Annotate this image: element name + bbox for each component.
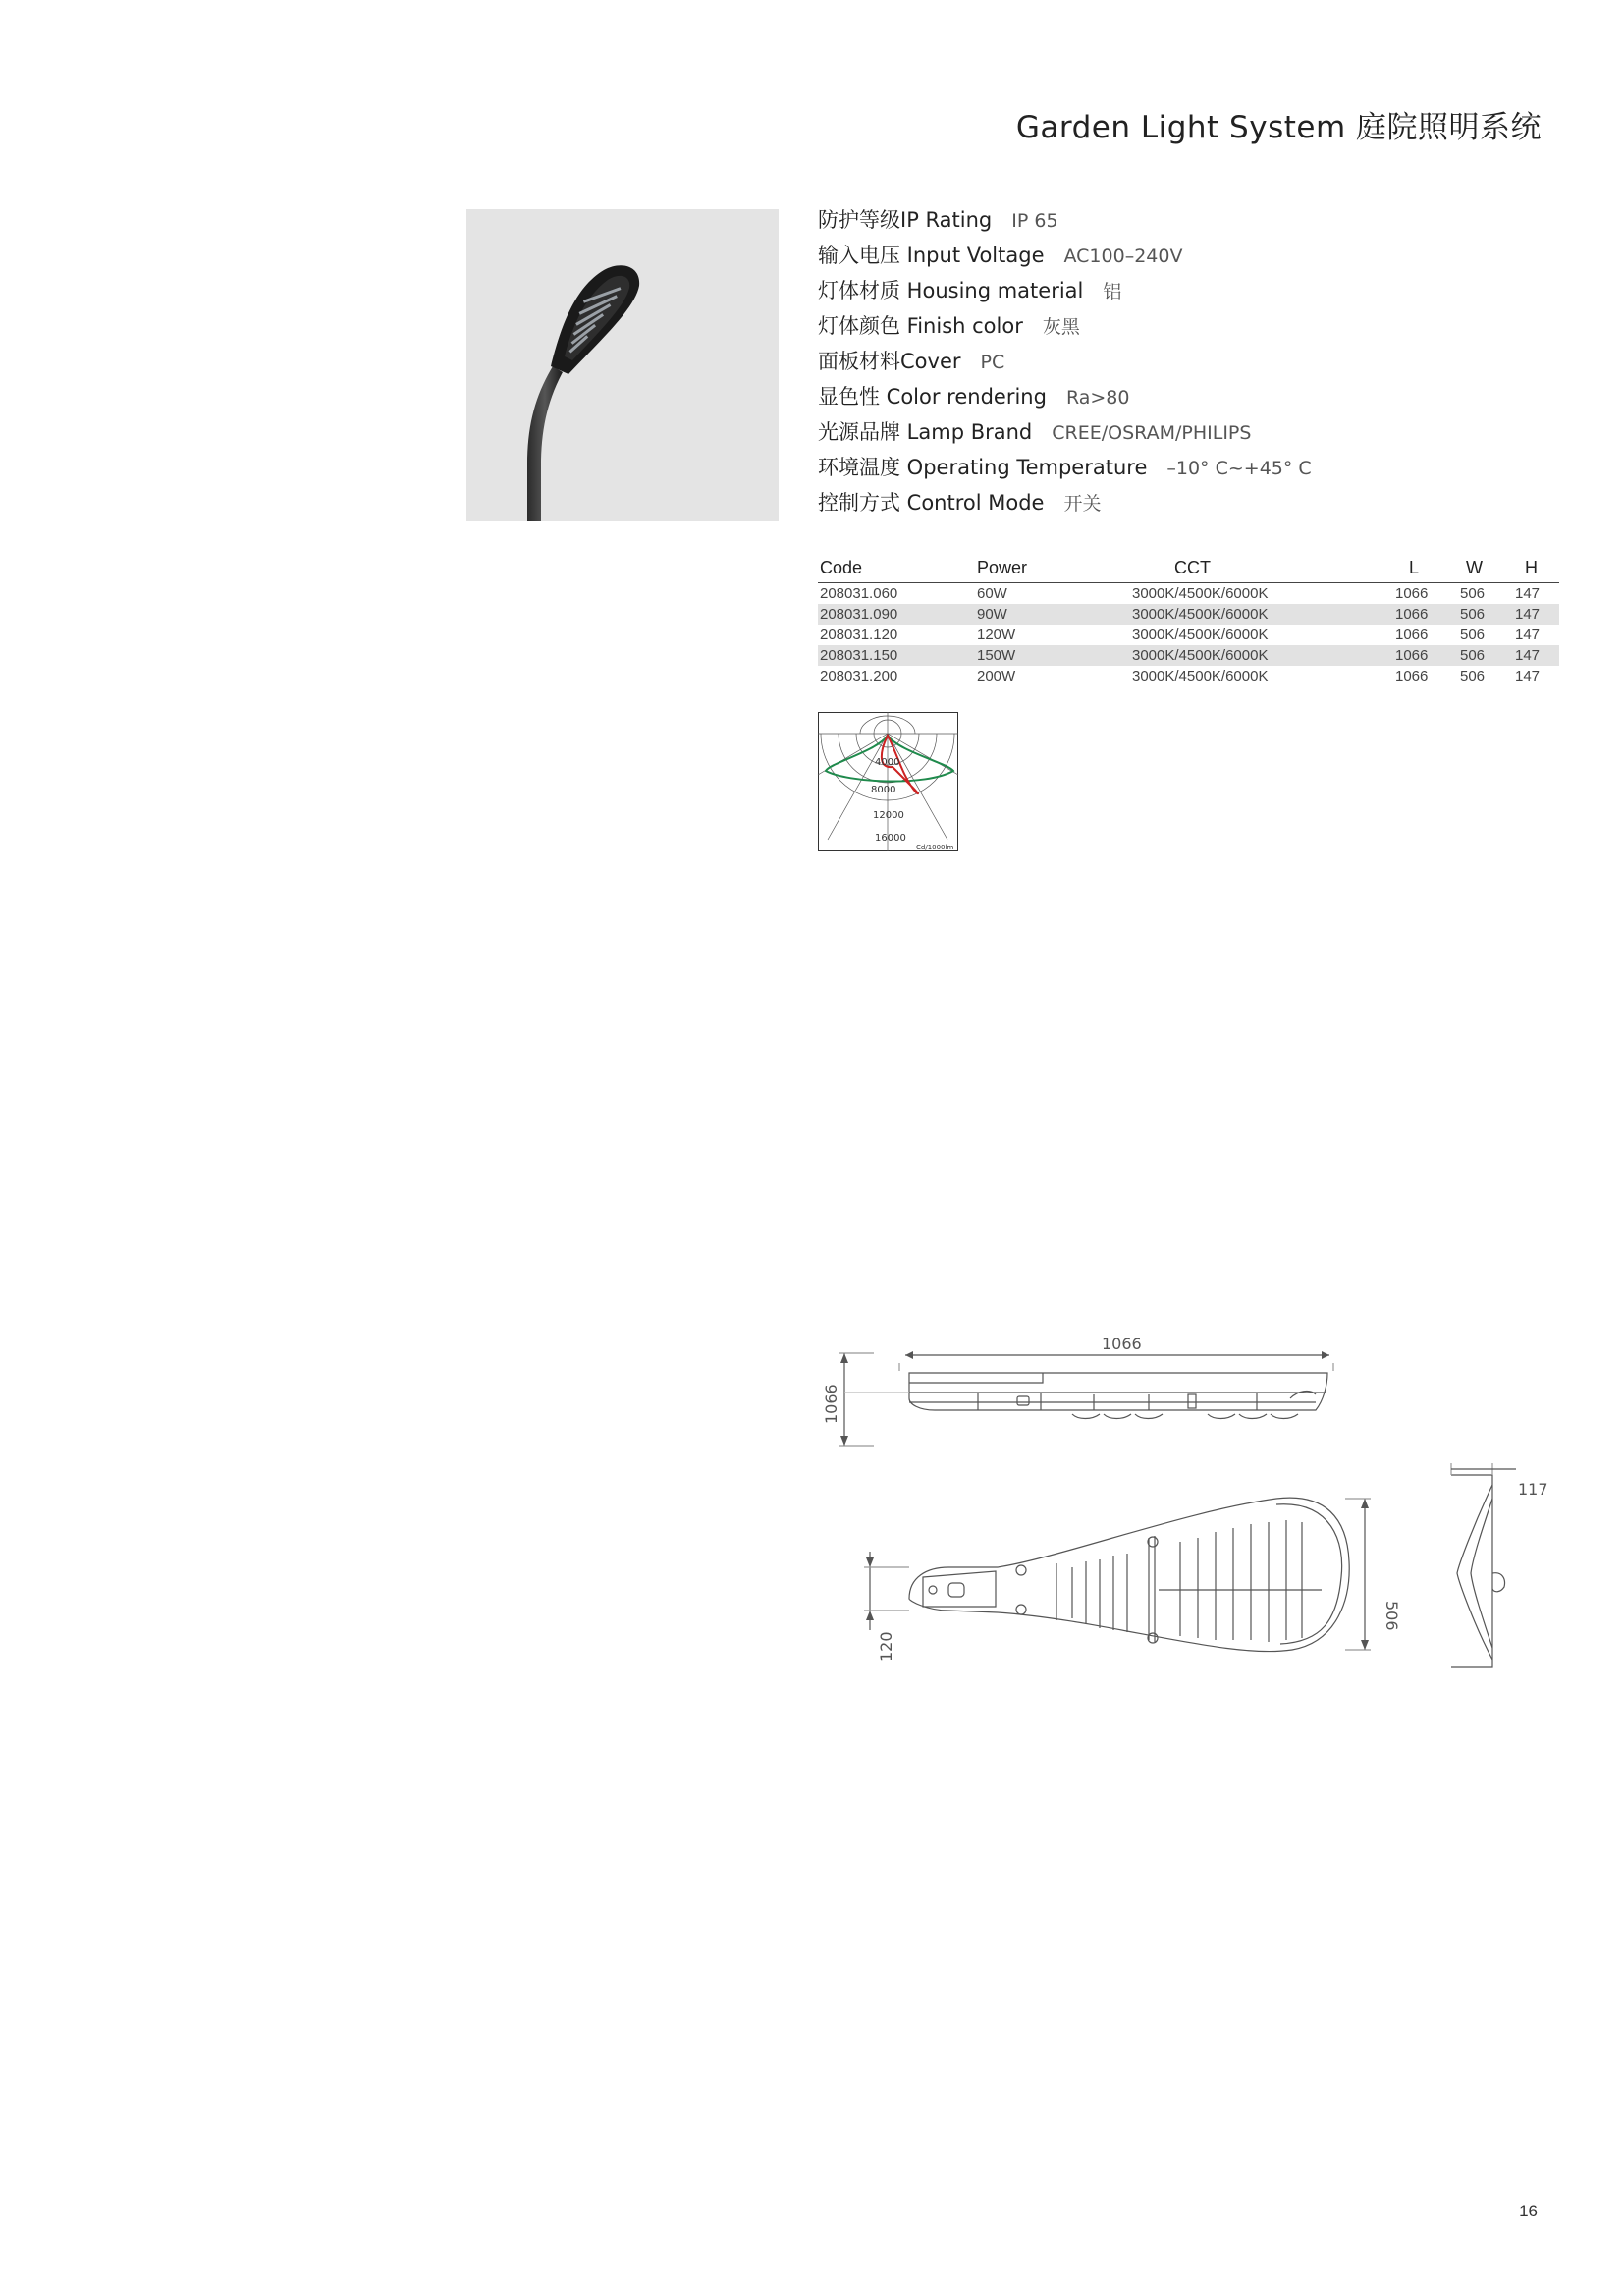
table-row: 208031.060 60W 3000K/4500K/6000K 1066 506 147	[820, 585, 1541, 602]
light-distribution-chart	[818, 712, 958, 851]
polar-diagram	[818, 712, 958, 851]
header-l: L	[1393, 556, 1458, 583]
dim-neck: 120	[877, 1631, 895, 1662]
spec-lamp-brand: 光源品牌 Lamp Brand CREE/OSRAM/PHILIPS	[818, 420, 1252, 444]
spec-list	[818, 202, 1312, 520]
dimension-drawing	[815, 1335, 1548, 1738]
table-row: 208031.200 200W 3000K/4500K/6000K 1066 506 147	[820, 668, 1541, 684]
ring-label-4: 16000	[875, 833, 906, 844]
dim-width: 506	[1382, 1601, 1401, 1631]
ring-label-2: 8000	[871, 785, 896, 795]
table-row: 208031.120 120W 3000K/4500K/6000K 1066 506 147	[820, 627, 1541, 643]
table-header-row	[818, 556, 1559, 583]
dim-length: 1066	[1102, 1335, 1142, 1353]
header-h: H	[1513, 556, 1559, 583]
dim-height: 1066	[822, 1384, 840, 1424]
table-row: 208031.150 150W 3000K/4500K/6000K 1066 506 147	[818, 645, 1559, 666]
spec-operating-temperature: 环境温度 Operating Temperature –10° C~+45° C	[818, 456, 1312, 479]
technical-drawing	[815, 1335, 1548, 1738]
spec-control-mode: 控制方式 Control Mode 开关	[818, 491, 1102, 515]
spec-cover: 面板材料Cover PC	[818, 350, 1005, 373]
spec-housing-material: 灯体材质 Housing material 铝	[818, 279, 1122, 302]
dim-depth: 117	[1518, 1480, 1548, 1499]
unit-label: Cd/1000lm	[916, 844, 954, 851]
table-row: 208031.090 90W 3000K/4500K/6000K 1066 506 147	[818, 604, 1559, 625]
page-title: Garden Light System 庭院照明系统	[1015, 110, 1542, 145]
ring-label-1: 4000	[875, 757, 900, 768]
header-power: Power	[975, 556, 1130, 583]
page-number: 16	[1519, 2202, 1538, 2220]
spec-finish-color: 灯体颜色 Finish color 灰黑	[818, 314, 1080, 338]
header-w: W	[1458, 556, 1513, 583]
header-cct: CCT	[1130, 556, 1393, 583]
model-table	[818, 556, 1559, 686]
ring-label-3: 12000	[873, 810, 904, 821]
product-photo	[466, 209, 779, 521]
garden-lamp-photo-icon	[466, 209, 779, 521]
spec-color-rendering: 显色性 Color rendering Ra>80	[818, 385, 1130, 409]
spec-input-voltage: 输入电压 Input Voltage AC100–240V	[818, 244, 1183, 267]
header-code: Code	[818, 556, 975, 583]
spec-ip-rating: 防护等级IP Rating IP 65	[818, 208, 1058, 232]
